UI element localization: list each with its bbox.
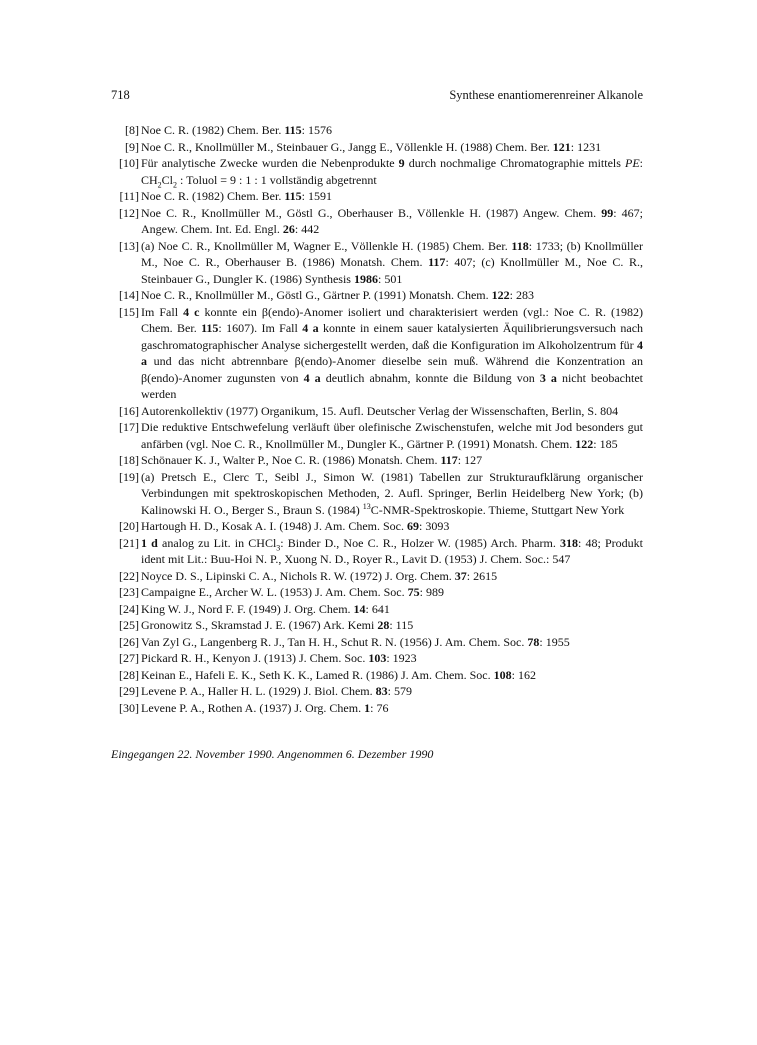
reference-segment: : 1591 bbox=[301, 189, 333, 203]
reference-segment: 117 bbox=[428, 255, 446, 269]
reference-segment: : 641 bbox=[365, 601, 390, 616]
reference-segment: 83 bbox=[375, 684, 388, 698]
reference-segment: : 442 bbox=[294, 222, 320, 236]
reference-text bbox=[141, 519, 449, 533]
reference-list bbox=[111, 122, 643, 716]
reference-segment: : CH bbox=[141, 156, 643, 187]
reference-segment: 4 a bbox=[302, 321, 319, 335]
reference-number: [18] bbox=[119, 453, 139, 467]
reference-text bbox=[141, 156, 643, 187]
reference-segment: Autorenkollektiv (1977) Organikum, 15. Aufl. Deutscher Verlag der Wissenschaften, Berlin, S. 804 bbox=[141, 403, 619, 418]
reference-number: [9] bbox=[125, 139, 139, 154]
reference-number: [22] bbox=[119, 568, 139, 583]
reference-segment: (a) Noe C. R., Knollmüller M, Wagner E., Völlenkle H. (1985) Chem. Ber. bbox=[141, 238, 512, 253]
reference-segment: : 407; (c) Knollmüller M., Noe C. R., Steinbauer G., Dungler K. (1986) Synthesis bbox=[141, 255, 643, 286]
reference-item bbox=[111, 601, 643, 618]
reference-segment: 4 c bbox=[183, 304, 200, 319]
reference-segment: 28 bbox=[377, 618, 390, 632]
reference-item bbox=[111, 568, 643, 585]
reference-segment: Im Fall bbox=[141, 304, 184, 319]
reference-text bbox=[141, 701, 388, 715]
reference-item bbox=[111, 518, 643, 535]
reference-item bbox=[111, 650, 643, 667]
reference-number: [15] bbox=[119, 304, 139, 319]
reference-number: [29] bbox=[119, 684, 139, 698]
reference-item bbox=[111, 452, 643, 469]
reference-number: [12] bbox=[119, 205, 139, 220]
reference-segment: 1986 bbox=[353, 271, 378, 286]
reference-segment: 118 bbox=[511, 238, 529, 253]
reference-number: [25] bbox=[119, 618, 139, 632]
reference-segment: 69 bbox=[406, 519, 419, 533]
reference-item bbox=[111, 634, 643, 651]
reference-segment: Levene P. A., Haller H. L. (1929) J. Biol. Chem. bbox=[141, 684, 376, 698]
reference-segment: : 989 bbox=[419, 585, 444, 599]
reference-text bbox=[141, 189, 332, 203]
reference-segment: Für analytische Zwecke wurden die Nebenprodukte bbox=[141, 156, 399, 170]
reference-item bbox=[111, 584, 643, 601]
reference-text bbox=[141, 569, 497, 583]
reference-text bbox=[141, 140, 601, 154]
reference-segment: 13 bbox=[362, 501, 371, 511]
reference-text bbox=[141, 404, 618, 418]
reference-segment: : Toluol = 9 : 1 : 1 vollständig abgetrennt bbox=[177, 172, 377, 187]
reference-number: [16] bbox=[119, 403, 139, 418]
reference-segment: 115 bbox=[201, 321, 219, 335]
reference-segment: 103 bbox=[368, 651, 387, 665]
reference-segment: Pickard R. H., Kenyon J. (1913) J. Chem. Soc. bbox=[141, 651, 369, 665]
reference-segment: Levene P. A., Rothen A. (1937) J. Org. Chem. bbox=[141, 700, 365, 715]
reference-text bbox=[141, 305, 643, 402]
reference-segment: 99 bbox=[601, 205, 614, 220]
reference-segment: : 76 bbox=[370, 700, 389, 715]
reference-segment: 115 bbox=[284, 189, 302, 203]
reference-segment: und das nicht abtrennbare β(endo)-Anomer dieselbe sein muß. Während die Konzentration an β(endo)-Anomer zugunsten von bbox=[141, 354, 643, 385]
reference-segment: 117 bbox=[440, 453, 458, 467]
reference-number: [8] bbox=[125, 123, 139, 137]
reference-segment: Keinan E., Hafeli E. K., Seth K. K., Lamed R. (1986) J. Am. Chem. Soc. bbox=[141, 667, 494, 682]
reference-segment: : 1955 bbox=[539, 634, 570, 649]
reference-number: [13] bbox=[119, 238, 139, 253]
reference-segment: Noyce D. S., Lipinski C. A., Nichols R. W. (1972) J. Org. Chem. bbox=[141, 568, 455, 583]
reference-item bbox=[111, 238, 643, 288]
reference-segment: 9 bbox=[398, 156, 405, 170]
reference-item bbox=[111, 535, 643, 568]
reference-number: [14] bbox=[119, 288, 139, 302]
reference-segment: Die reduktive Entschwefelung verläuft über olefinische Zwischenstufen, welche mit Jod besonders gut anfärben (vgl. Noe C. R., Knollmüller M., Dungler K., Gärtner P. (1991) Monatsh. Chem. bbox=[141, 420, 643, 451]
reference-number: [19] bbox=[119, 469, 139, 484]
reference-segment: Noe C. R. (1982) Chem. Ber. bbox=[141, 123, 285, 137]
reference-text bbox=[141, 123, 332, 137]
reference-segment: Hartough H. D., Kosak A. I. (1948) J. Am. Chem. Soc. bbox=[141, 519, 407, 533]
reference-segment: 318 bbox=[560, 535, 579, 550]
reference-segment: : 1576 bbox=[301, 123, 333, 137]
reference-item bbox=[111, 469, 643, 519]
reference-text bbox=[141, 618, 413, 632]
reference-item bbox=[111, 419, 643, 452]
reference-segment: nicht beobachtet werden bbox=[141, 370, 643, 401]
reference-text bbox=[141, 420, 643, 451]
reference-segment: Noe C. R. (1982) Chem. Ber. bbox=[141, 189, 285, 203]
reference-text bbox=[141, 536, 643, 567]
reference-number: [20] bbox=[119, 519, 139, 533]
reference-segment: C-NMR-Spektroskopie. Thieme, Stuttgart New York bbox=[370, 502, 625, 517]
reference-segment: : 1923 bbox=[386, 651, 417, 665]
reference-number: [27] bbox=[119, 651, 139, 665]
reference-segment: 75 bbox=[407, 585, 420, 599]
reference-segment: : 467; Angew. Chem. Int. Ed. Engl. bbox=[141, 205, 644, 236]
reference-segment: : 127 bbox=[457, 453, 483, 467]
reference-segment: 1 bbox=[364, 700, 371, 715]
reference-item bbox=[111, 139, 643, 156]
reference-text bbox=[141, 684, 412, 698]
running-title: Synthese enantiomerenreiner Alkanole bbox=[449, 88, 643, 102]
reference-segment: 1 d bbox=[141, 535, 158, 550]
reference-segment: : Binder D., Noe C. R., Holzer W. (1985) Arch. Pharm. bbox=[280, 535, 561, 550]
reference-text bbox=[141, 288, 534, 302]
reference-item bbox=[111, 403, 643, 420]
reference-segment: : 283 bbox=[509, 288, 534, 302]
reference-number: [24] bbox=[119, 601, 139, 616]
reference-segment: 2 bbox=[173, 179, 178, 189]
reference-segment: : 1607). Im Fall bbox=[218, 321, 303, 335]
reference-segment: : 185 bbox=[593, 436, 618, 451]
page-number: 718 bbox=[111, 88, 130, 102]
reference-segment: Gronowitz S., Skramstad J. E. (1967) Ark. Kemi bbox=[141, 618, 378, 632]
received-accepted-note: Eingegangen 22. November 1990. Angenommen 6. Dezember 1990 bbox=[111, 747, 434, 761]
reference-segment: : 501 bbox=[377, 271, 403, 286]
reference-item bbox=[111, 188, 643, 205]
reference-item bbox=[111, 683, 643, 700]
reference-item bbox=[111, 617, 643, 634]
reference-segment: : 579 bbox=[387, 684, 412, 698]
reference-segment: 2 bbox=[157, 179, 162, 189]
reference-segment: (a) Pretsch E., Clerc T., Seibl J., Simon W. (1981) Tabellen zur Strukturaufklärung organischer Verbindungen mit spektroskopischen Methoden, 2. Aufl. Springer, Berlin Heidelberg New York; (b) Kalinowski H. O., Berger S., Braun S. (1984) bbox=[141, 469, 643, 517]
reference-item bbox=[111, 667, 643, 684]
reference-segment: : 1231 bbox=[570, 139, 602, 154]
reference-segment: 37 bbox=[454, 568, 467, 583]
reference-text bbox=[141, 239, 643, 286]
reference-text bbox=[141, 453, 482, 467]
reference-segment: Noe C. R., Knollmüller M., Göstl G., Gärtner P. (1991) Monatsh. Chem. bbox=[141, 288, 492, 302]
reference-segment: 4 a bbox=[303, 370, 321, 385]
reference-segment: King W. J., Nord F. F. (1949) J. Org. Chem. bbox=[141, 601, 354, 616]
reference-segment: 3 a bbox=[539, 370, 557, 385]
reference-number: [28] bbox=[119, 667, 139, 682]
reference-segment: Schönauer K. J., Walter P., Noe C. R. (1986) Monatsh. Chem. bbox=[141, 453, 441, 467]
reference-segment: 26 bbox=[282, 222, 295, 236]
reference-text bbox=[141, 668, 536, 682]
reference-segment: : 162 bbox=[511, 667, 536, 682]
reference-segment: deutlich abnahm, konnte die Bildung von bbox=[320, 370, 540, 385]
reference-segment: PE bbox=[624, 156, 640, 170]
reference-segment: 14 bbox=[353, 601, 366, 616]
reference-segment: 122 bbox=[575, 436, 594, 451]
reference-item bbox=[111, 287, 643, 304]
reference-segment: 4 a bbox=[141, 337, 643, 368]
reference-number: [26] bbox=[119, 634, 139, 649]
reference-segment: Noe C. R., Knollmüller M., Göstl G., Oberhauser B., Völlenkle H. (1987) Angew. Chem. bbox=[141, 205, 602, 220]
reference-text bbox=[141, 651, 417, 665]
reference-text bbox=[141, 602, 390, 616]
reference-segment: 78 bbox=[527, 634, 540, 649]
reference-number: [11] bbox=[119, 189, 139, 203]
reference-segment: 121 bbox=[552, 139, 571, 154]
reference-segment: : 1733; (b) Knollmüller M., Noe C. R., Oberhauser B. (1986) Monatsh. Chem. bbox=[141, 238, 643, 269]
reference-text bbox=[141, 206, 643, 237]
reference-segment: konnte in einem sauer katalysierten Äquilibrierungsversuch nach gaschromatographischer Analyse sichergestellt werden, daß die Konfiguration im Alkoholzentrum für bbox=[141, 321, 644, 352]
reference-number: [23] bbox=[119, 585, 139, 599]
reference-text bbox=[141, 585, 444, 599]
reference-segment: : 3093 bbox=[418, 519, 450, 533]
reference-segment: 115 bbox=[284, 123, 302, 137]
reference-number: [10] bbox=[119, 156, 139, 170]
page bbox=[111, 88, 643, 762]
reference-segment: Cl bbox=[161, 172, 174, 187]
reference-item bbox=[111, 304, 643, 403]
reference-segment: Campaigne E., Archer W. L. (1953) J. Am. Chem. Soc. bbox=[141, 585, 408, 599]
reference-number: [21] bbox=[119, 535, 139, 550]
reference-segment: : 48; Produkt ident mit Lit.: Buu-Hoi N. P., Xuong N. D., Royer R., Lavit D. (1953) J. Chem. Soc.: 547 bbox=[141, 535, 644, 566]
reference-text bbox=[141, 470, 643, 517]
reference-number: [17] bbox=[119, 420, 139, 434]
reference-segment: analog zu Lit. in CHCl bbox=[157, 535, 277, 550]
reference-segment: 108 bbox=[493, 667, 512, 682]
reference-segment: Van Zyl G., Langenberg R. J., Tan H. H., Schut R. N. (1956) J. Am. Chem. Soc. bbox=[141, 634, 528, 649]
reference-segment: Noe C. R., Knollmüller M., Steinbauer G., Jangg E., Völlenkle H. (1988) Chem. Ber. bbox=[141, 139, 553, 154]
reference-item bbox=[111, 700, 643, 717]
reference-segment: 3 bbox=[276, 542, 281, 552]
reference-segment: : 115 bbox=[389, 618, 414, 632]
reference-item bbox=[111, 205, 643, 238]
reference-segment: 122 bbox=[491, 288, 510, 302]
page-header bbox=[111, 88, 643, 110]
reference-segment: konnte ein β(endo)-Anomer isoliert und charakterisiert werden (vgl.: Noe C. R. (1982) Chem. Ber. bbox=[141, 304, 643, 335]
reference-number: [30] bbox=[119, 700, 139, 715]
reference-item bbox=[111, 122, 643, 139]
reference-text bbox=[141, 635, 570, 649]
reference-segment: : 2615 bbox=[466, 568, 498, 583]
reference-item bbox=[111, 155, 643, 188]
reference-segment: durch nochmalige Chromatographie mittels bbox=[404, 156, 625, 170]
